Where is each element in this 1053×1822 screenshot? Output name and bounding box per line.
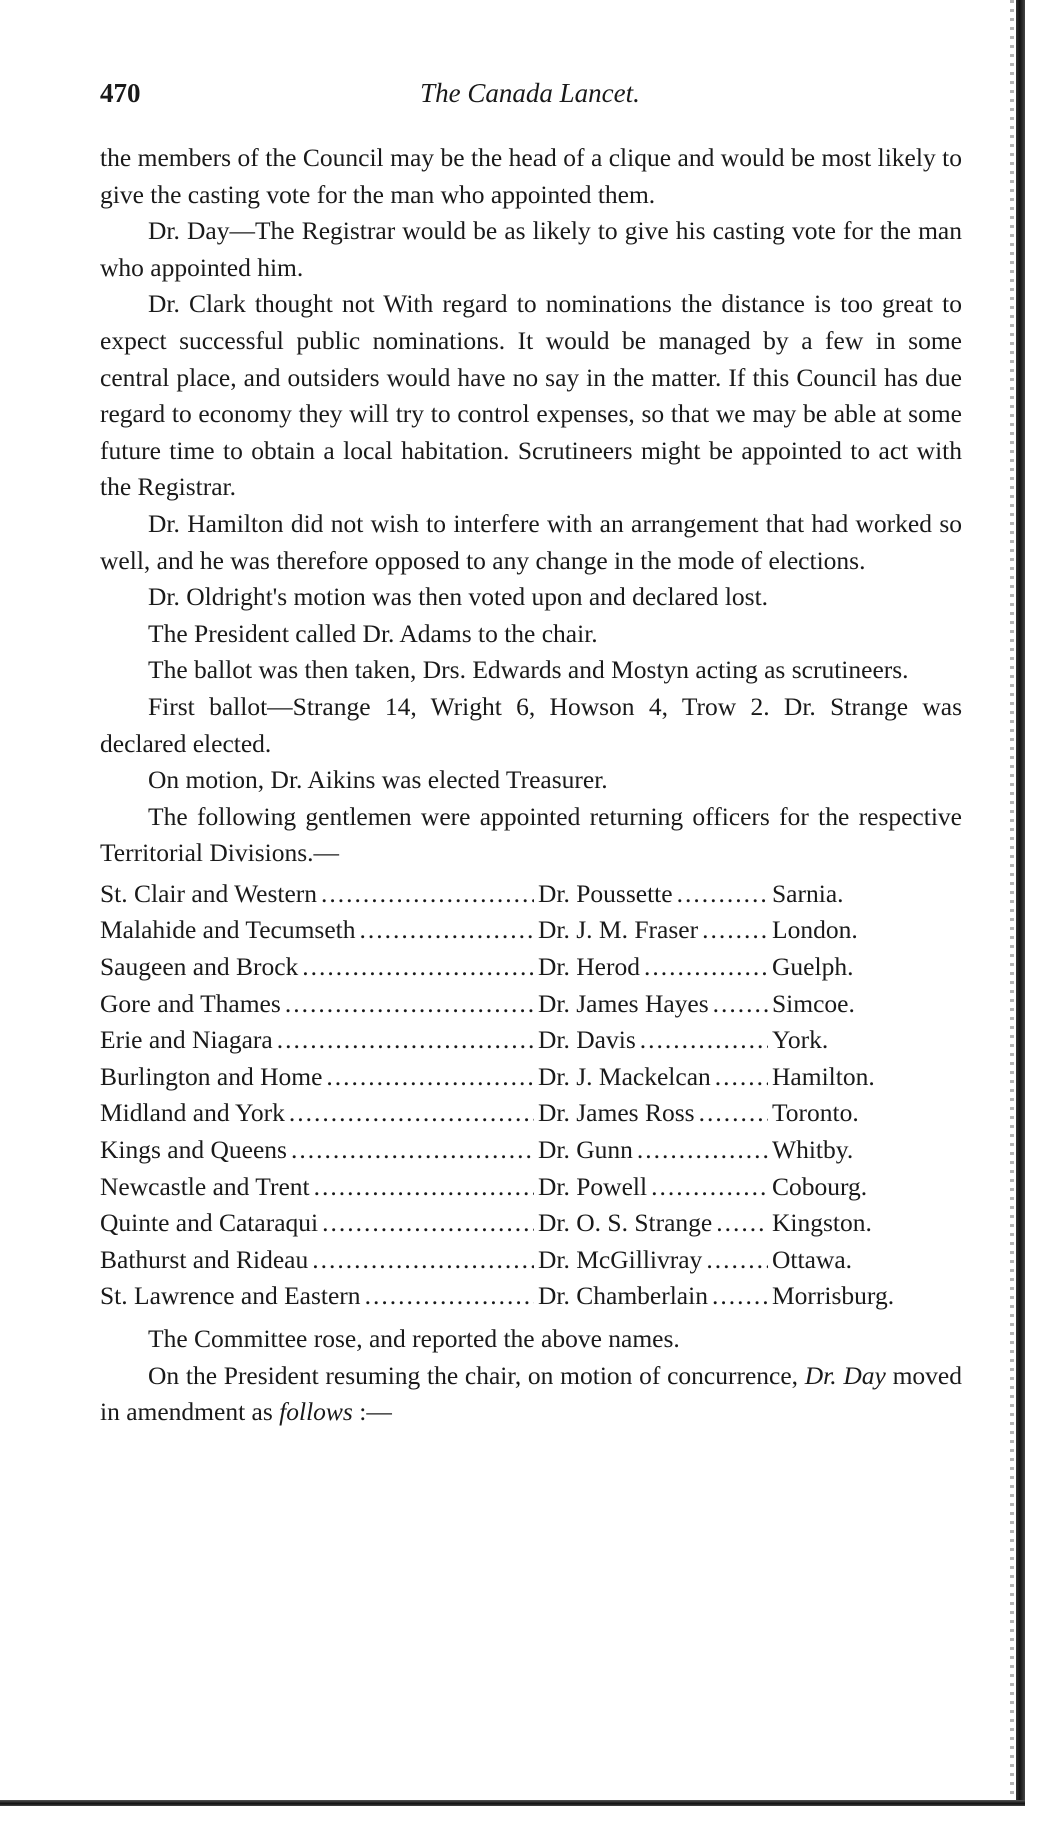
page-edge-right (1016, 0, 1025, 1800)
leader-dots (640, 1022, 768, 1059)
paragraph-amendment (100, 1358, 962, 1431)
paragraph: On motion, Dr. Aikins was elected Treasurer. (148, 765, 608, 795)
division-name: Bathurst and Rideau (100, 1244, 309, 1274)
leader-dots (312, 1242, 534, 1279)
officer-row (100, 1169, 962, 1206)
town-name: Kingston. (772, 1208, 872, 1238)
leader-dots (326, 1059, 534, 1096)
paragraph: Dr. Hamilton did not wish to interfere with an arrangement that had worked so well, and he was therefore opposed to any change in the mode of elections. (100, 508, 962, 575)
leader-dots (713, 986, 768, 1023)
leader-dots (699, 1095, 768, 1132)
amendment-text-start: On the President resuming the chair, on motion of concurrence, (148, 1360, 805, 1390)
leader-dots (289, 1095, 534, 1132)
town-name: Hamilton. (772, 1061, 875, 1091)
town-name: Ottawa. (772, 1244, 853, 1274)
page-edge-bottom (0, 1800, 1025, 1806)
officer-row (100, 1242, 962, 1279)
leader-dots (716, 1205, 768, 1242)
officer-row (100, 1205, 962, 1242)
division-name: Newcastle and Trent (100, 1171, 310, 1201)
division-name: Malahide and Tecumseth (100, 915, 356, 945)
amendment-text-end: :— (352, 1397, 392, 1427)
leader-dots (365, 1278, 534, 1315)
officer-name: Dr. Herod (538, 952, 640, 982)
paragraph: The President called Dr. Adams to the chair. (148, 618, 598, 648)
division-name: Erie and Niagara (100, 1025, 273, 1055)
officer-name: Dr. J. M. Fraser (538, 915, 699, 945)
division-name: Burlington and Home (100, 1061, 323, 1091)
officer-row (100, 912, 962, 949)
returning-officers-list (100, 876, 962, 1315)
running-title: The Canada Lancet. (420, 78, 640, 108)
leader-dots (302, 949, 534, 986)
town-name: Morrisburg. (772, 1281, 895, 1311)
amendment-mover: Dr. Day (804, 1360, 886, 1390)
paragraph: Dr. Clark thought not With regard to nominations the distance is too great to expect successful public nominations. It would be managed by a few in some central place, and outsiders would have no say in the matter. If this Council has due regard to economy they will try to control expenses, so that we may be able at some future time to obtain a local habitation. Scrutineers might be appointed to act with the Registrar. (100, 289, 962, 502)
leader-dots (277, 1022, 534, 1059)
officer-row (100, 949, 962, 986)
officer-name: Dr. James Hayes (538, 988, 709, 1018)
paragraph: The following gentlemen were appointed returning officers for the respective Territorial Divisions.— (100, 801, 962, 868)
paragraph: The ballot was then taken, Drs. Edwards and Mostyn acting as scrutineers. (148, 655, 909, 685)
leader-dots (706, 1242, 768, 1279)
officer-name: Dr. O. S. Strange (538, 1208, 713, 1238)
amendment-follows: follows (279, 1397, 353, 1427)
leader-dots (644, 949, 768, 986)
leader-dots (712, 1278, 768, 1315)
paragraph: the members of the Council may be the head of a clique and would be most likely to give the casting vote for the man who appointed them. (100, 143, 962, 209)
officer-name: Dr. Powell (538, 1171, 648, 1201)
officer-name: Dr. James Ross (538, 1098, 695, 1128)
officer-row (100, 1059, 962, 1096)
leader-dots (360, 912, 535, 949)
page-edge-shadow (1010, 0, 1014, 1800)
officer-name: Dr. J. Mackelcan (538, 1061, 711, 1091)
leader-dots (321, 876, 534, 913)
leader-dots (291, 1132, 534, 1169)
division-name: St. Clair and Western (100, 878, 318, 908)
leader-dots (637, 1132, 768, 1169)
officer-name: Dr. Poussette (538, 878, 673, 908)
officer-row (100, 1095, 962, 1132)
page-number: 470 (100, 78, 141, 108)
amendment-text-mid: moved in amendment as (100, 1360, 962, 1427)
paragraph: Dr. Day—The Registrar would be as likely to give his casting vote for the man who appointed him. (100, 216, 962, 282)
leader-dots (314, 1169, 534, 1206)
town-name: Toronto. (772, 1098, 859, 1128)
town-name: Guelph. (772, 952, 854, 982)
division-name: Kings and Queens (100, 1135, 287, 1165)
leader-dots (285, 986, 534, 1023)
leader-dots (651, 1169, 768, 1206)
officer-row (100, 1278, 962, 1315)
town-name: Cobourg. (772, 1171, 868, 1201)
officer-row (100, 876, 962, 913)
division-name: St. Lawrence and Eastern (100, 1281, 361, 1311)
leader-dots (677, 876, 768, 913)
division-name: Gore and Thames (100, 988, 281, 1018)
town-name: Simcoe. (772, 988, 855, 1018)
town-name: London. (772, 915, 858, 945)
division-name: Saugeen and Brock (100, 952, 299, 982)
article-body (100, 140, 962, 1431)
officer-row (100, 1022, 962, 1059)
officer-name: Dr. Davis (538, 1025, 636, 1055)
town-name: Sarnia. (772, 878, 844, 908)
running-header (100, 78, 960, 118)
officer-name: Dr. Gunn (538, 1135, 633, 1165)
town-name: Whitby. (772, 1135, 854, 1165)
leader-dots (702, 912, 768, 949)
paragraph: Dr. Oldright's motion was then voted upon and declared lost. (148, 582, 769, 612)
paragraph: First ballot—Strange 14, Wright 6, Howson 4, Trow 2. Dr. Strange was declared elected. (100, 691, 962, 758)
leader-dots (322, 1205, 534, 1242)
leader-dots (715, 1059, 768, 1096)
officer-name: Dr. McGillivray (538, 1244, 703, 1274)
town-name: York. (772, 1025, 829, 1055)
division-name: Midland and York (100, 1098, 285, 1128)
officer-row (100, 1132, 962, 1169)
paragraph: The Committee rose, and reported the above names. (148, 1324, 680, 1353)
officer-row (100, 986, 962, 1023)
officer-name: Dr. Chamberlain (538, 1281, 708, 1311)
division-name: Quinte and Cataraqui (100, 1208, 319, 1238)
